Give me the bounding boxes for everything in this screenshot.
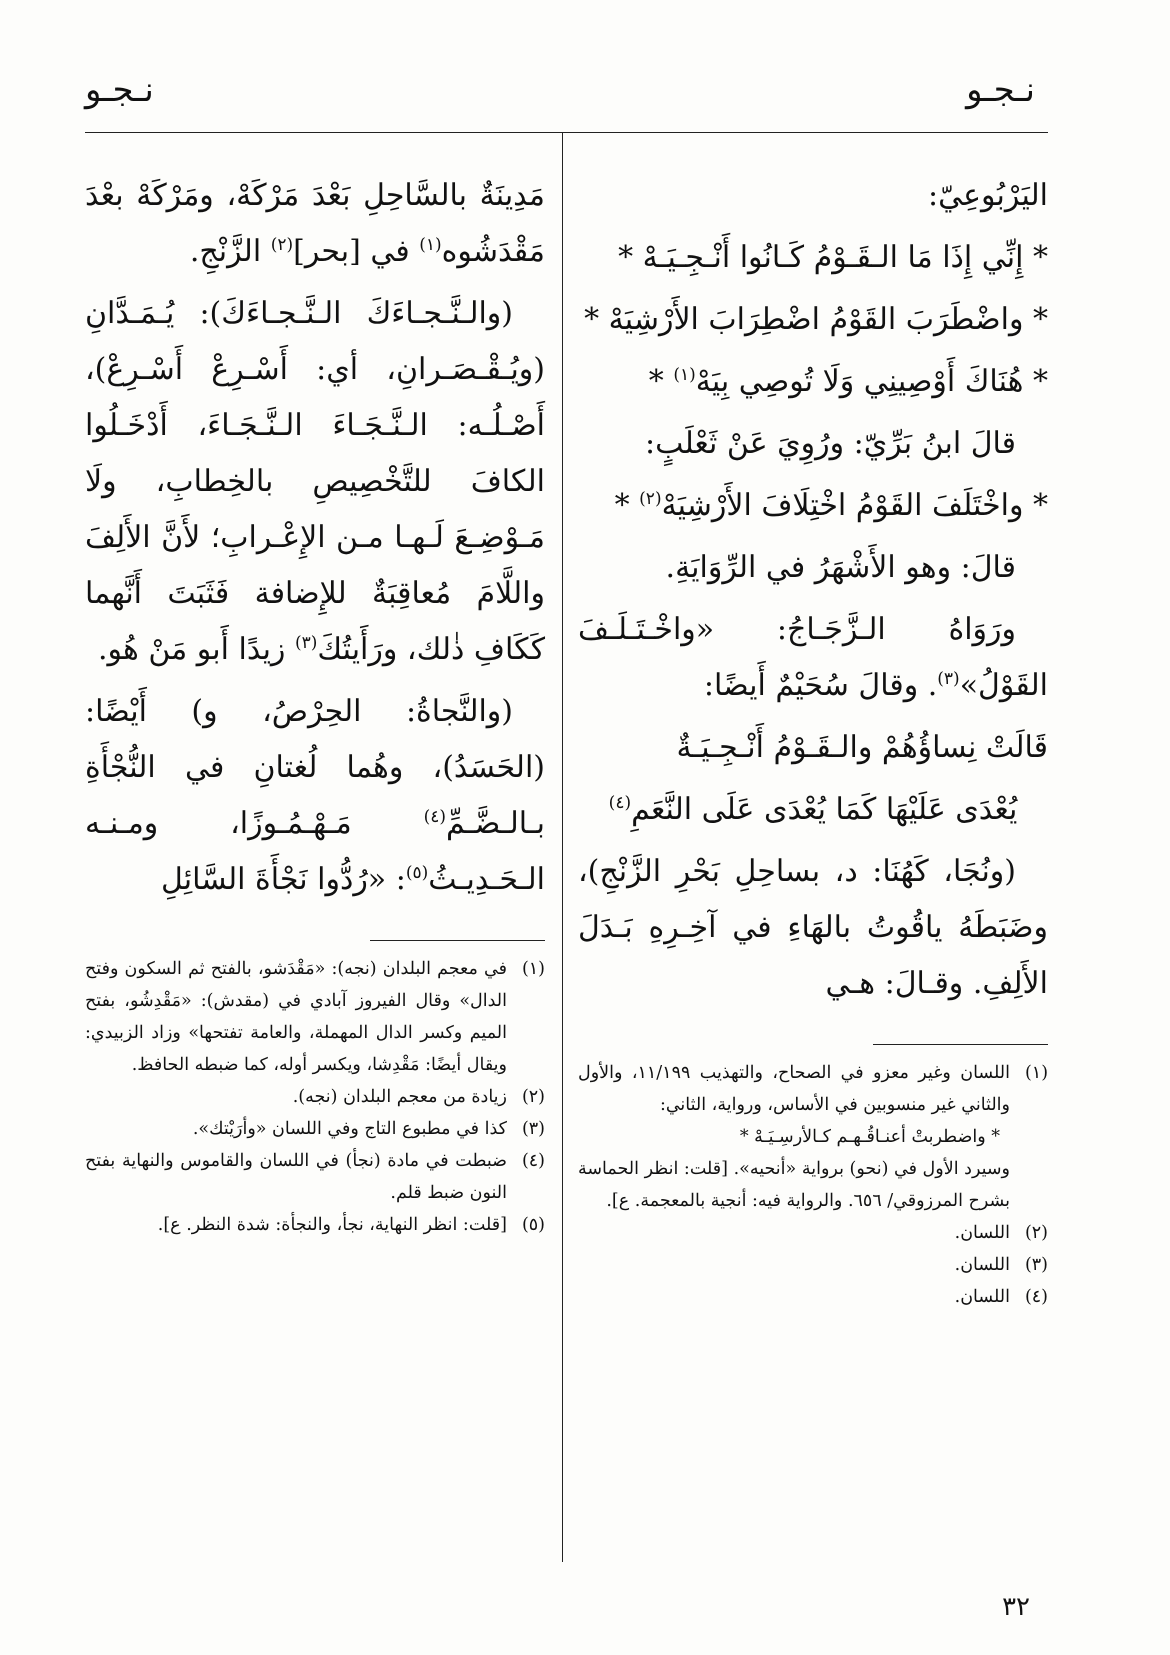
paragraph (85, 286, 545, 678)
footnote (578, 1249, 1048, 1281)
footnote (578, 1057, 1048, 1217)
footnote-text: زيادة من معجم البلدان (نجه). (292, 1087, 507, 1107)
left-column-body (85, 168, 545, 908)
left-column (85, 168, 545, 1241)
footnote-marker: (١) (673, 365, 696, 385)
header-word-left: نـجـو (85, 70, 154, 110)
paragraph-text: : «رُدُّوا نَجْأَةَ السَّائِلِ (161, 862, 406, 897)
footnote-text: [قلت: انظر النهاية، نجأ، والنجأة: شدة النظر. ع]. (157, 1215, 507, 1235)
verse-text: يُعْدَى عَلَيْهَا كَمَا يُعْدَى عَلَى النَّعَمِ (631, 792, 1018, 827)
footnote-marker: (٢) (639, 489, 662, 509)
paragraph-text: ورَوَاهُ الـزَّجَـاجُ: «واخْـتَـلَـفَ القَوْلُ» (578, 612, 1048, 703)
verse-line: * واضْطَرَبَ القَوْمُ اضْطِرَابَ الأَرْشِيَهْ * (584, 302, 1048, 337)
footnote-number: (٢) (521, 1087, 545, 1107)
column-divider (562, 132, 563, 1562)
paragraph-text: مَدِينَةٌ بالسَّاحِلِ بَعْدَ مَرْكَهْ، ومَرْكَهْ بعْدَ مَقْدَشُوه (85, 178, 545, 269)
footnote-text: في معجم البلدان (نجه): «مَقْدَشو، بالفتح ثم السكون وفتح الدال» وقال الفيروز آبادي في (مقدش): «مَقْدِشُو، بفتح الميم وكسر الدال المهملة، والعامة تفتحها» وزاد الزبيدي: ويقال أيضًا: مَقْدِشا، ويكسر أوله، كما ضبطه الحافظ. (85, 959, 507, 1075)
footnote-marker: (٥) (405, 863, 429, 883)
footnote-marker: (٢) (270, 235, 294, 255)
footnote-text: اللسان. (954, 1223, 1010, 1243)
paragraph-text: في [بحر] (293, 234, 420, 269)
footnote-text: وسيرد الأول في (نحو) برواية «أنحيه». [قلت: انظر الحماسة بشرح المرزوقي/ ٦٥٦. والرواية فيه: أنجية بالمعجمة. ع]. (578, 1159, 1010, 1211)
right-column (578, 168, 1048, 1313)
footnote-number: (٤) (1024, 1287, 1048, 1307)
footnote-marker: (٤) (423, 807, 447, 827)
verse-second-hemistich (578, 782, 1048, 838)
footnote-number: (١) (1024, 1063, 1049, 1083)
paragraph-text: زيدًا أَبو مَنْ هُو. (97, 632, 295, 667)
footnote (85, 953, 545, 1081)
verse-line (578, 354, 1048, 410)
paragraph: قالَ: وهو الأَشْهَرُ في الرِّوَايَةِ. (665, 550, 1016, 585)
paragraph (85, 168, 545, 280)
paragraph-text: (والـنَّـجـاءَكَ الـنَّـجـاءَكَ): يُـمَـدَّانِ (ويُـقْـصَـرانِ، أي: أَسْـرِعْ أَسْـرِعْ)، أَصْـلُـه: الـنَّـجَـاءَ الـنَّـجَـاءَ، أَدْخَـلُوا الكافَ للتَّخْصِيصِ بالخِطابِ، ولَا مَـوْضِـعَ لَـهـا مـن الإِعْـرابِ؛ لأَنَّ الأَلِفَ واللَّامَ مُعاقِبَةٌ للإِضافة فَثَبَتَ أَنَّهما كَكَافِ ذٰلك، ورَأَيتُكَ (85, 296, 545, 667)
footnote (85, 1081, 545, 1113)
footnote-marker: (٤) (608, 793, 632, 813)
footnote-text: كذا في مطبوع التاج وفي اللسان «وأرَيْتك». (192, 1119, 507, 1139)
footnote (85, 1113, 545, 1145)
footnote-text: اللسان. (954, 1287, 1010, 1307)
page-number: ٣٢ (1002, 1592, 1030, 1622)
footnote (85, 1145, 545, 1209)
footnote-number: (٢) (1024, 1223, 1048, 1243)
attribution: اليَرْبُوعِيّ: (928, 178, 1048, 213)
footnote-rule (370, 940, 545, 941)
verse-star: * (648, 364, 664, 399)
right-footnotes (578, 1057, 1048, 1313)
footnote-text: ضبطت في مادة (نجأ) في اللسان والقاموس والنهاية بفتح النون ضبط قلم. (85, 1151, 507, 1203)
footnote-marker: (٣) (937, 669, 960, 689)
verse-text: * واخْتَلَفَ القَوْمُ اخْتِلَافَ الأَرْشِيَهْ (661, 488, 1048, 523)
header-word-right: نـجـو (966, 70, 1035, 110)
footnote (578, 1281, 1048, 1313)
footnote-rule (873, 1044, 1048, 1045)
footnote-verse: * واضطربتْ أعنـاقُـهـم كـالأرسِـيَـهْ * (739, 1127, 1000, 1147)
footnote-marker: (٣) (294, 633, 318, 653)
verse-line (578, 478, 1048, 534)
paragraph-text: الزَّنْجِ. (189, 234, 271, 269)
left-footnotes (85, 953, 545, 1241)
paragraph (85, 684, 545, 908)
footnote-number: (٥) (521, 1215, 545, 1235)
footnote-number: (١) (521, 959, 545, 979)
footnote-text: اللسان. (954, 1255, 1010, 1275)
footnote (578, 1217, 1048, 1249)
verse-star: * (614, 488, 630, 523)
paragraph: قالَ ابنُ بَرِّيّ: ورُوِيَ عَنْ ثَعْلَبٍ: (645, 426, 1016, 461)
paragraph: (ونُجَا، كَهُنَا: د، بساحِلِ بَحْرِ الزَّنْجِ)، وضَبَطَهُ ياقُوتُ بالهَاءِ في آخِـرِهِ بَـدَلَ الأَلِفِ. وقـالَ: هـي (578, 854, 1048, 1001)
footnote (85, 1209, 545, 1241)
header-rule (85, 132, 1048, 133)
paragraph-text: (والنَّجاةُ: الحِرْصُ، و) أَيْضًا: (الحَسَدُ)، وهُما لُغتانِ في النُّجْأَةِ بـالـضَّـمِّ (85, 694, 545, 841)
footnote-number: (٣) (521, 1119, 545, 1139)
footnote-number: (٣) (1024, 1255, 1048, 1275)
paragraph-text: . وقالَ سُحَيْمٌ أَيضًا: (703, 668, 938, 703)
verse-first-hemistich: قَالَتْ نِساؤُهُمْ والـقَـوْمُ أَنْـجِـيَـةٌ (676, 730, 1048, 765)
verse-text: * هُنَاكَ أَوْصِينِي وَلَا تُوصِي بِيَهْ (695, 364, 1048, 399)
paragraph (578, 602, 1048, 714)
footnote-marker: (١) (419, 235, 442, 255)
footnote-number: (٤) (521, 1151, 545, 1171)
paragraph-text: مَـهْـمُـوزًا، ومـنـه الـحَـدِيـثُ (85, 806, 545, 897)
right-column-body (578, 168, 1048, 1012)
footnote-text: اللسان وغير معزو في الصحاح، والتهذيب ١١/١٩٩، والأول والثاني غير منسوبين في الأساس، ورواية، الثاني: (578, 1063, 1011, 1115)
verse-line: * إِنِّي إِذَا مَا الـقَـوْمُ كَـانُوا أَنْـجِـيَـهْ * (618, 240, 1048, 275)
